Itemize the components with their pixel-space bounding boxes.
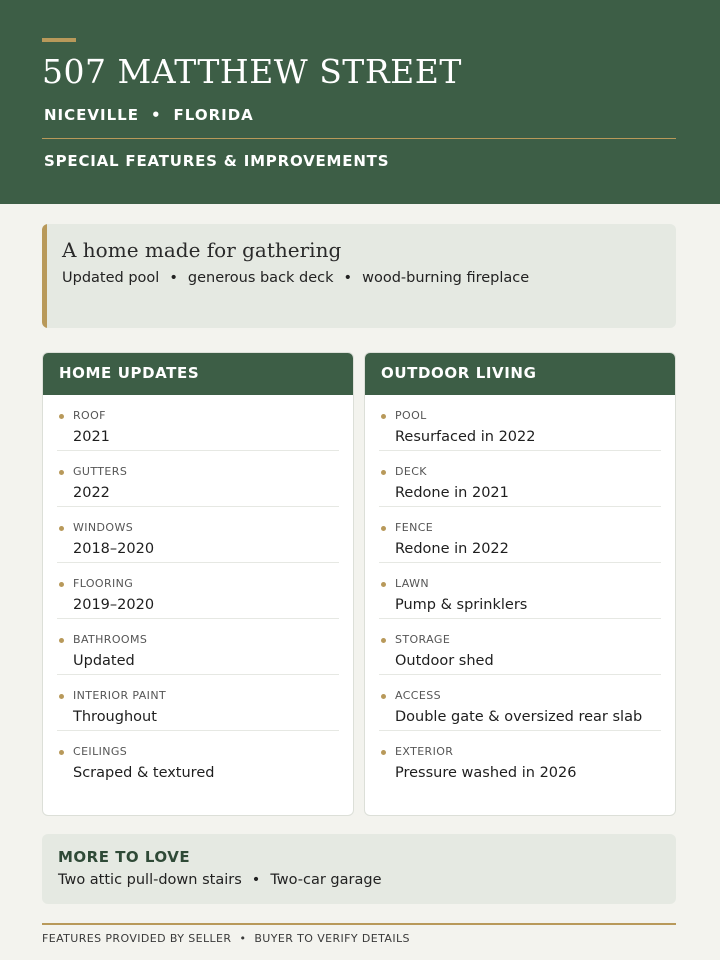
- location-separator: •: [150, 106, 162, 124]
- more-to-love-title: MORE TO LOVE: [58, 848, 191, 866]
- item-value: 2022: [73, 485, 110, 501]
- intro-headline: A home made for gathering: [62, 238, 342, 262]
- footer-verify-note: BUYER TO VERIFY DETAILS: [254, 932, 410, 945]
- list-item: [379, 619, 661, 675]
- bullet-dot-icon: [59, 694, 64, 699]
- highlight-separator: •: [343, 270, 353, 286]
- footer-separator: •: [239, 932, 247, 945]
- list-item: [57, 619, 339, 675]
- item-label: LAWN: [395, 577, 430, 590]
- bullet-dot-icon: [59, 582, 64, 587]
- item-value: 2019–2020: [73, 597, 155, 613]
- more-item: Two attic pull-down stairs: [58, 872, 242, 888]
- list-item: [57, 451, 339, 507]
- item-label: BATHROOMS: [73, 633, 148, 646]
- highlight-item: Updated pool: [62, 270, 160, 286]
- item-label: CEILINGS: [73, 745, 128, 758]
- list-item: [379, 451, 661, 507]
- list-item: [379, 563, 661, 619]
- page-subtitle: SPECIAL FEATURES & IMPROVEMENTS: [44, 152, 390, 170]
- highlight-item: generous back deck: [187, 270, 334, 286]
- home-updates-title: HOME UPDATES: [43, 353, 353, 395]
- intro-panel: [42, 224, 676, 328]
- more-to-love-panel: [42, 834, 676, 904]
- item-label: FENCE: [395, 521, 434, 534]
- list-item: [57, 563, 339, 619]
- outdoor-living-list: [365, 395, 675, 787]
- item-value: Redone in 2022: [395, 541, 509, 557]
- item-label: WINDOWS: [73, 521, 134, 534]
- property-address: 507 MATTHEW STREET: [42, 52, 462, 91]
- list-item: [57, 395, 339, 451]
- item-value: Scraped & textured: [73, 765, 215, 781]
- highlight-item: wood-burning fireplace: [362, 270, 530, 286]
- state-name: FLORIDA: [173, 106, 254, 124]
- more-separator: •: [251, 872, 261, 888]
- item-label: ACCESS: [395, 689, 442, 702]
- item-label: ROOF: [73, 409, 106, 422]
- bullet-dot-icon: [59, 526, 64, 531]
- bullet-dot-icon: [381, 526, 386, 531]
- item-value: Pump & sprinklers: [395, 597, 528, 613]
- more-item: Two-car garage: [270, 872, 382, 888]
- highlight-separator: •: [169, 270, 178, 286]
- outdoor-living-title: OUTDOOR LIVING: [365, 353, 675, 395]
- item-value: Resurfaced in 2022: [395, 429, 536, 445]
- list-item: [379, 395, 661, 451]
- bullet-dot-icon: [381, 638, 386, 643]
- footer-source: FEATURES PROVIDED BY SELLER: [42, 932, 232, 945]
- item-value: Outdoor shed: [395, 653, 494, 669]
- item-label: DECK: [395, 465, 427, 478]
- item-label: FLOORING: [73, 577, 134, 590]
- header-divider: [42, 138, 676, 139]
- home-updates-card: [42, 352, 354, 816]
- gold-accent-bar: [42, 38, 76, 42]
- bullet-dot-icon: [59, 638, 64, 643]
- intro-accent-bar: [42, 224, 47, 328]
- bullet-dot-icon: [381, 750, 386, 755]
- item-value: Updated: [73, 653, 135, 669]
- item-label: EXTERIOR: [395, 745, 454, 758]
- more-to-love-items: [58, 872, 382, 888]
- item-label: INTERIOR PAINT: [73, 689, 167, 702]
- item-value: Redone in 2021: [395, 485, 509, 501]
- list-item: [57, 675, 339, 731]
- bullet-dot-icon: [381, 694, 386, 699]
- bullet-dot-icon: [59, 470, 64, 475]
- item-value: Pressure washed in 2026: [395, 765, 577, 781]
- item-value: 2018–2020: [73, 541, 155, 557]
- item-value: Double gate & oversized rear slab: [395, 709, 643, 725]
- list-item: [57, 731, 339, 787]
- list-item: [57, 507, 339, 563]
- item-value: 2021: [73, 429, 110, 445]
- bullet-dot-icon: [381, 414, 386, 419]
- item-label: POOL: [395, 409, 427, 422]
- bullet-dot-icon: [59, 750, 64, 755]
- footer-disclaimer: [42, 932, 410, 945]
- bullet-dot-icon: [381, 470, 386, 475]
- item-label: GUTTERS: [73, 465, 128, 478]
- list-item: [379, 731, 661, 787]
- city-name: NICEVILLE: [44, 106, 139, 124]
- home-updates-list: [43, 395, 353, 787]
- item-label: STORAGE: [395, 633, 451, 646]
- bullet-dot-icon: [59, 414, 64, 419]
- outdoor-living-card: [364, 352, 676, 816]
- item-value: Throughout: [73, 709, 157, 725]
- header-banner: [0, 0, 720, 204]
- intro-highlights: [62, 270, 529, 286]
- list-item: [379, 507, 661, 563]
- list-item: [379, 675, 661, 731]
- property-location: [44, 106, 254, 124]
- footer-divider: [42, 923, 676, 925]
- bullet-dot-icon: [381, 582, 386, 587]
